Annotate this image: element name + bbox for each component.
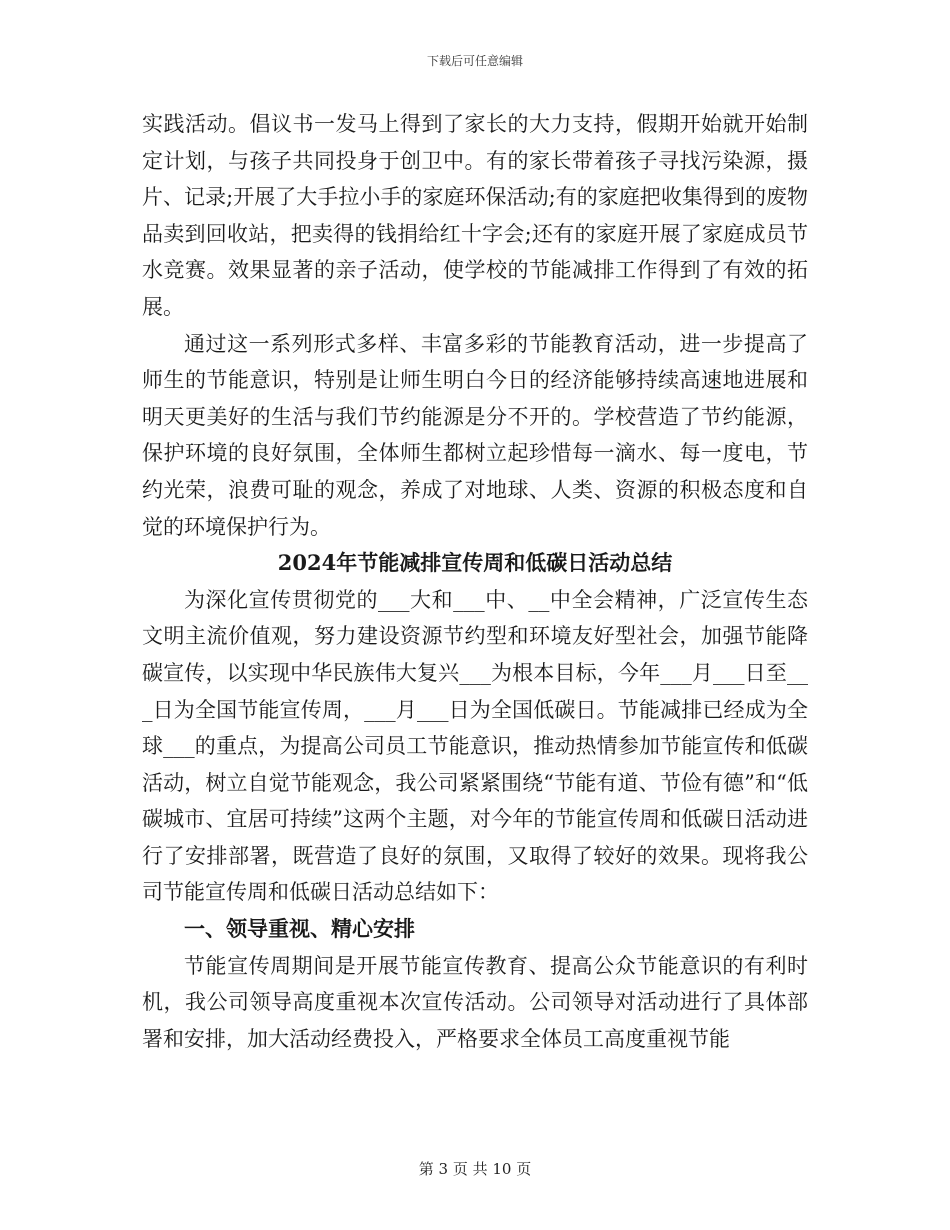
document-title: 2024年节能减排宣传周和低碳日活动总结 (277, 550, 673, 576)
paragraph-4: 节能宣传周期间是开展节能宣传教育、提高公众节能意识的有利时机，我公司领导高度重视本次宣传活动。公司领导对活动进行了具体部署和安排，加大活动经费投入，严格要求全体员工高度重视节能 (142, 953, 808, 1051)
page-header-note: 下载后可任意编辑 (426, 54, 523, 68)
section-1-heading: 一、领导重视、精心安排 (184, 916, 415, 942)
paragraph-1: 实践活动。倡议书一发马上得到了家长的大力支持，假期开始就开始制定计划，与孩子共同投身于创卫中。有的家长带着孩子寻找污染源，摄片、记录;开展了大手拉小手的家庭环保活动;有的家庭把收集得到的废物品卖到回收站，把卖得的钱捐给红十字会;还有的家庭开展了家庭成员节水竞赛。效果显著的亲子活动，使学校的节能减排工作得到了有效的拓展。 (142, 112, 808, 319)
page-number: 第 3 页 共 10 页 (418, 1160, 532, 1178)
document-body (142, 106, 808, 1057)
paragraph-3: 为深化宣传贯彻党的___大和___中、__中全会精神，广泛宣传生态文明主流价值观，努力建设资源节约型和环境友好型社会，加强节能降碳宣传，以实现中华民族伟大复兴___为根本目标，今年___月___日至___日为全国节能宣传周，___月___日为全国低碳日。节能减排已经成为全球___的重点，为提高公司员工节能意识，推动热情参加节能宣传和低碳活动，树立自觉节能观念，我公司紧紧围绕“节能有道、节俭有德”和“低碳城市、宜居可持续”这两个主题，对今年的节能宣传周和低碳日活动进行了安排部署，既营造了良好的氛围，又取得了较好的效果。现将我公司节能宣传周和低碳日活动总结如下： (142, 587, 808, 905)
paragraph-2: 通过这一系列形式多样、丰富多彩的节能教育活动，进一步提高了师生的节能意识，特别是让师生明白今日的经济能够持续高速地进展和明天更美好的生活与我们节约能源是分不开的。学校营造了节约能源，保护环境的良好氛围，全体师生都树立起珍惜每一滴水、每一度电，节约光荣，浪费可耻的观念，养成了对地球、人类、资源的积极态度和自觉的环境保护行为。 (142, 331, 808, 539)
